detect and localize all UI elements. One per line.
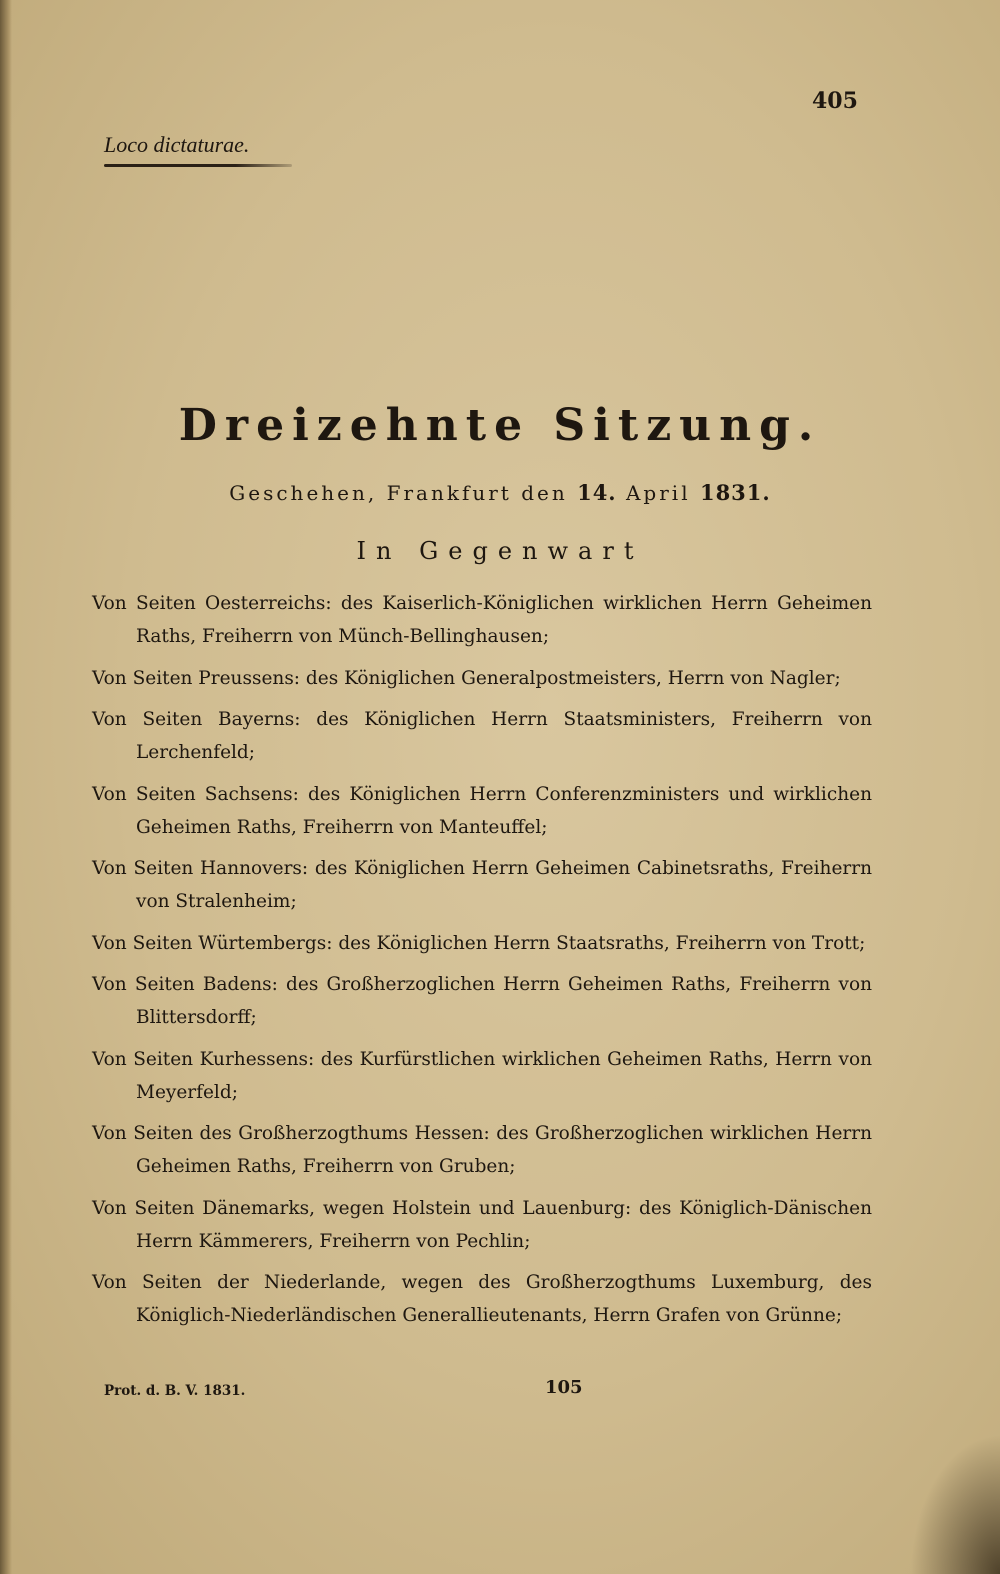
date-year: 1831. [699, 480, 771, 505]
attendee-list [92, 587, 872, 1341]
page-corner-shadow [910, 1434, 1000, 1574]
attendee-entry: Von Seiten Oesterreichs: des Kaiserlich-Königlichen wirklichen Herrn Geheimen Raths, Freiherrn von Münch-Bellinghausen; [92, 593, 872, 647]
date-line [0, 480, 1000, 505]
date-day: 14. [577, 480, 617, 505]
attendee-entry: Von Seiten Dänemarks, wegen Holstein und Lauenburg: des Königlich-Dänischen Herrn Kämmerers, Freiherrn von Pechlin; [92, 1197, 872, 1252]
attendee-entry: Von Seiten Kurhessens: des Kurfürstlichen wirklichen Geheimen Raths, Herrn von Meyerfeld; [92, 1048, 872, 1103]
attendee-entry: Von Seiten des Großherzogthums Hessen: des Großherzoglichen wirklichen Herrn Geheimen Raths, Freiherrn von Gruben; [92, 1123, 872, 1177]
attendee-entry: Von Seiten Badens: des Großherzoglichen Herrn Geheimen Raths, Freiherrn von Blittersdorff; [92, 974, 872, 1028]
footer-sheet-number: 105 [545, 1377, 583, 1398]
date-prefix: Geschehen, Frankfurt den [229, 481, 568, 505]
attendee-entry: Von Seiten Sachsens: des Königlichen Herrn Conferenzministers und wirklichen Geheimen Raths, Freiherrn von Manteuffel; [92, 783, 872, 838]
attendee-entry: Von Seiten Preussens: des Königlichen Generalpostmeisters, Herrn von Nagler; [92, 667, 841, 689]
date-month: April [625, 481, 691, 505]
session-title: Dreizehnte Sitzung. [178, 400, 822, 451]
presence-heading: In Gegenwart [356, 537, 644, 565]
margin-note-underline [104, 164, 292, 167]
attendee-entry: Von Seiten Bayerns: des Königlichen Herrn Staatsministers, Freiherrn von Lerchenfeld; [92, 709, 872, 763]
attendee-entry: Von Seiten Hannovers: des Königlichen Herrn Geheimen Cabinetsraths, Freiherrn von Stralenheim; [92, 858, 872, 912]
attendee-entry: Von Seiten der Niederlande, wegen des Großherzogthums Luxemburg, des Königlich-Niederländischen Generallieutenants, Herrn Grafen von Grünne; [92, 1272, 872, 1326]
footer-signature: Prot. d. B. V. 1831. [104, 1383, 246, 1399]
margin-note: Loco dictaturae. [104, 132, 250, 157]
page-binding-edge [0, 0, 12, 1574]
page-number: 405 [812, 88, 858, 114]
attendee-entry: Von Seiten Würtembergs: des Königlichen Herrn Staatsraths, Freiherrn von Trott; [92, 932, 866, 954]
